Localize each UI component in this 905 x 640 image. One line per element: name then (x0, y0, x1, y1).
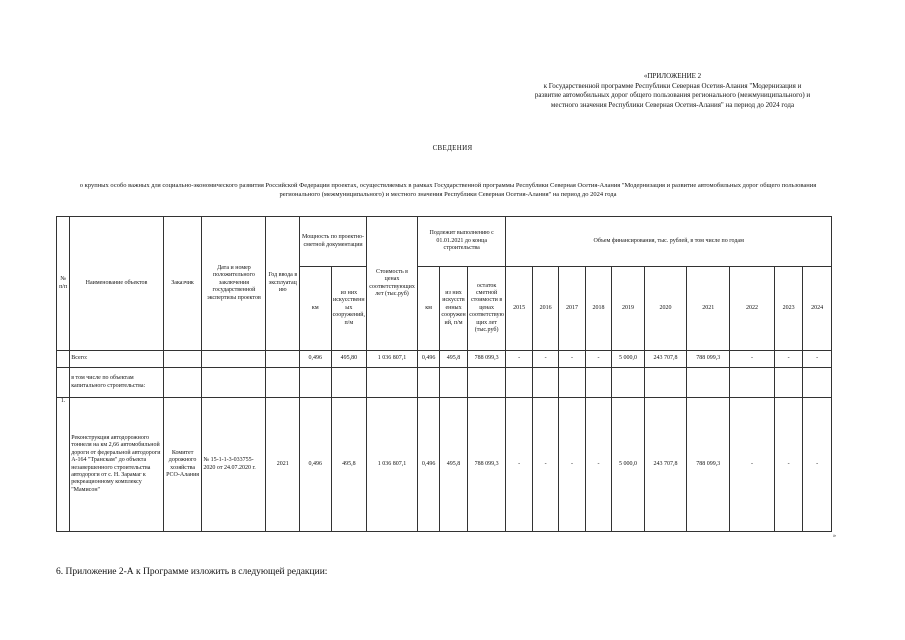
header-done-km: км (417, 267, 439, 351)
object-km: 0,496 (300, 398, 332, 532)
object-year-value: - (532, 398, 558, 532)
closing-quote-mark: » (833, 533, 836, 539)
object-year-value: - (730, 398, 775, 532)
object-expertise: № 15-1-1-3-033755-2020 от 24.07.2020 г. (202, 398, 266, 532)
object-done-art: 495,8 (440, 398, 467, 532)
header-expertise: Дата и номер положительного заключения государственной экспертизы проектов (202, 217, 266, 351)
header-year: Год ввода в эксплуатацию (266, 217, 300, 351)
total-cost: 1 036 807,1 (367, 351, 418, 368)
header-finance: Объем финансирования, тыс. рублей, в том числе по годам (506, 217, 832, 267)
header-capacity: Мощность по проектно-сметной документации (300, 217, 367, 267)
object-year-value: - (506, 398, 532, 532)
appendix-line: развитие автомобильных дорог общего пользования регионального (межмуниципального) и (534, 91, 811, 99)
object-year-value: - (803, 398, 832, 532)
total-year-value: - (803, 351, 832, 368)
appendix-line: местного значения Республики Северная Осетия-Алания" на период до 2024 года (550, 100, 795, 109)
total-done-rest: 788 099,3 (467, 351, 506, 368)
footer-text: 6. Приложение 2-А к Программе изложить в следующей редакции: (56, 567, 328, 577)
object-year-value: - (559, 398, 585, 532)
object-customer: Комитет дорожного хозяйства РСО-Алания (163, 398, 202, 532)
header-capacity-art: из них искусственных сооружений, п/м (331, 267, 367, 351)
header-done-rest: остаток сметной стоимости в ценах соответствующих лет (тыс.руб) (467, 267, 506, 351)
table-row-object (57, 398, 832, 532)
header-done: Подлежит выполнению с 01.01.2021 до конца строительства (417, 217, 505, 267)
header-year-2016: 2016 (532, 267, 558, 351)
object-done-km: 0,496 (417, 398, 439, 532)
object-cost: 1 036 807,1 (367, 398, 418, 532)
header-year-2019: 2019 (612, 267, 645, 351)
total-year-value: - (774, 351, 802, 368)
object-year: 2021 (266, 398, 300, 532)
appendix-line: «ПРИЛОЖЕНИЕ 2 (643, 72, 702, 80)
table-row-including (57, 368, 832, 398)
object-num: 1. (57, 398, 70, 532)
header-year-2017: 2017 (559, 267, 585, 351)
total-km: 0,496 (300, 351, 332, 368)
document-subtitle: о крупных особо важных для социально-экономического развития Российской Федерации проектах, осуществляемых в рамках Государственной программы Республики Северная Осетия-Алания "Модернизация и развитие автомобильных дорог общего пользования регионального (межмуниципального) и местного значения Республики Северная Осетия-Алания" на период до 2024 года (79, 182, 817, 198)
header-year-2018: 2018 (585, 267, 611, 351)
header-year-2015: 2015 (506, 267, 532, 351)
total-art: 495,80 (331, 351, 367, 368)
header-num: № п/п (57, 217, 70, 351)
total-year-value: 5 000,0 (612, 351, 645, 368)
object-year-value: - (774, 398, 802, 532)
total-done-km: 0,496 (417, 351, 439, 368)
appendix-line: к Государственной программе Республики Северная Осетия-Алания "Модернизация и (543, 81, 802, 90)
table-header-row (57, 217, 832, 267)
total-year-value: 788 099,3 (687, 351, 730, 368)
header-name: Наименование объектов (70, 217, 164, 351)
header-year-2024: 2024 (803, 267, 832, 351)
total-year-value: - (730, 351, 775, 368)
object-year-value: - (585, 398, 611, 532)
header-year-2021: 2021 (687, 267, 730, 351)
total-year-value: 243 707,8 (644, 351, 687, 368)
header-year-2020: 2020 (644, 267, 687, 351)
total-year-value: - (559, 351, 585, 368)
projects-table (56, 216, 832, 532)
object-art: 495,8 (331, 398, 367, 532)
header-done-art: из них искусственных сооружений, п/м (440, 267, 467, 351)
object-year-value: 5 000,0 (612, 398, 645, 532)
total-year-value: - (532, 351, 558, 368)
object-year-value: 243 707,8 (644, 398, 687, 532)
header-customer: Заказчик (163, 217, 202, 351)
appendix-header (515, 72, 830, 110)
total-label: Всего: (70, 351, 164, 368)
total-done-art: 495,8 (440, 351, 467, 368)
header-year-2023: 2023 (774, 267, 802, 351)
object-year-value: 788 099,3 (687, 398, 730, 532)
header-cost: Стоимость в ценах соответствующих лет (тыс.руб) (367, 217, 418, 351)
total-year-value: - (585, 351, 611, 368)
header-capacity-km: км (300, 267, 332, 351)
including-label: в том числе по объектам капитального строительства: (70, 368, 164, 398)
object-name: Реконструкция автодорожного тоннеля на км 2,66 автомобильной дороги от федеральной автодороги А-164 "Транскам" до объекта незавершенного строительства автодороги от с. Н. Зарамаг к рекреационному комплексу "Мамисон" (70, 398, 164, 532)
header-year-2022: 2022 (730, 267, 775, 351)
document-title: СВЕДЕНИЯ (432, 144, 473, 152)
total-year-value: - (506, 351, 532, 368)
table-row-total (57, 351, 832, 368)
object-done-rest: 788 099,3 (467, 398, 506, 532)
